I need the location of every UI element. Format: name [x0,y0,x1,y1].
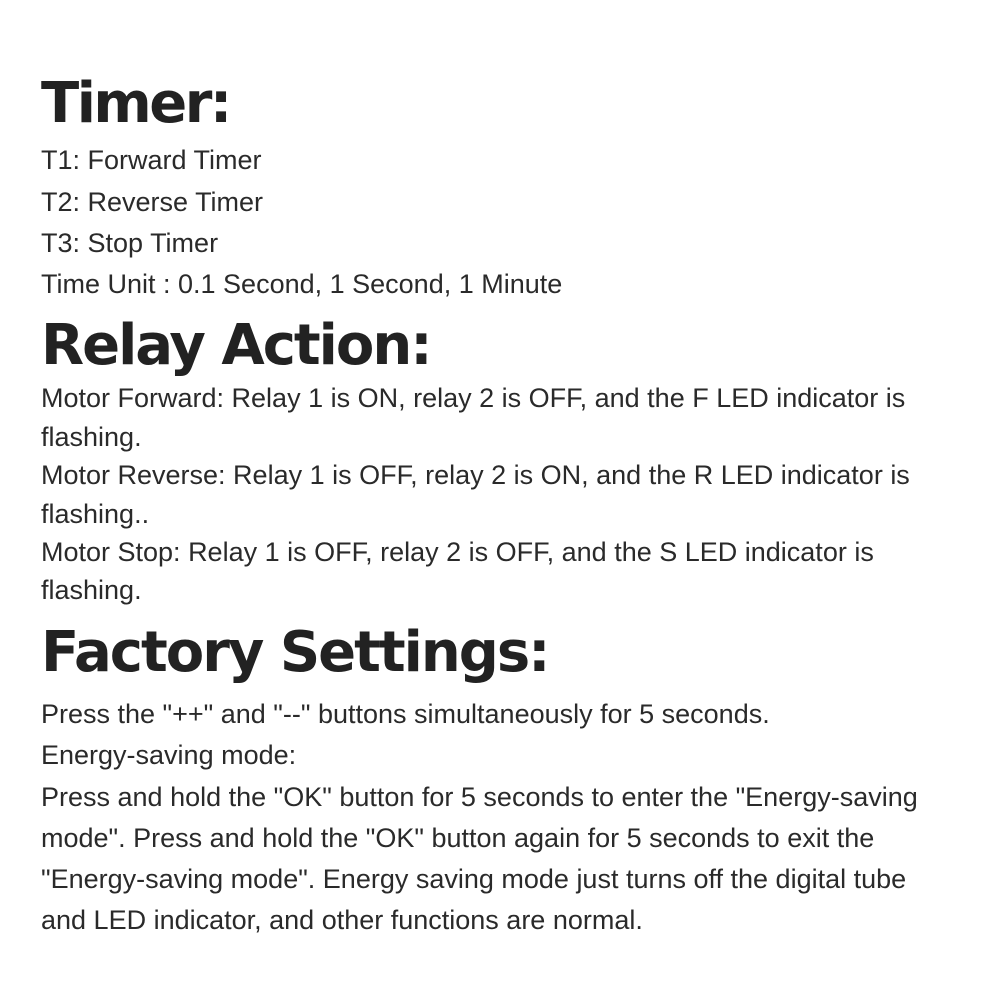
timer-line-time-unit: Time Unit : 0.1 Second, 1 Second, 1 Minute [41,269,563,299]
relay-line-reverse-cont: flashing.. [41,499,150,529]
relay-line-stop-cont: flashing. [41,575,142,605]
timer-heading: Timer: [41,71,230,136]
timer-line-t2: T2: Reverse Timer [41,187,264,217]
relay-line-stop: Motor Stop: Relay 1 is OFF, relay 2 is OFF, and the S LED indicator is [41,537,874,567]
factory-line-energy-2: mode". Press and hold the "OK" button again for 5 seconds to exit the [41,823,875,853]
relay-action-heading: Relay Action: [41,313,431,378]
factory-line-energy-1: Press and hold the "OK" button for 5 seconds to enter the "Energy-saving [41,782,918,812]
factory-line-energy-title: Energy-saving mode: [41,740,297,770]
timer-line-t3: T3: Stop Timer [41,228,219,258]
factory-line-energy-4: and LED indicator, and other functions are normal. [41,905,643,935]
factory-line-energy-3: "Energy-saving mode". Energy saving mode just turns off the digital tube [41,864,907,894]
timer-line-t1: T1: Forward Timer [41,145,262,175]
relay-line-forward: Motor Forward: Relay 1 is ON, relay 2 is OFF, and the F LED indicator is [41,383,906,413]
relay-line-reverse: Motor Reverse: Relay 1 is OFF, relay 2 is ON, and the R LED indicator is [41,460,910,490]
factory-settings-heading: Factory Settings: [41,620,549,685]
relay-line-forward-cont: flashing. [41,422,142,452]
factory-line-reset: Press the "++" and "--" buttons simultaneously for 5 seconds. [41,699,770,729]
